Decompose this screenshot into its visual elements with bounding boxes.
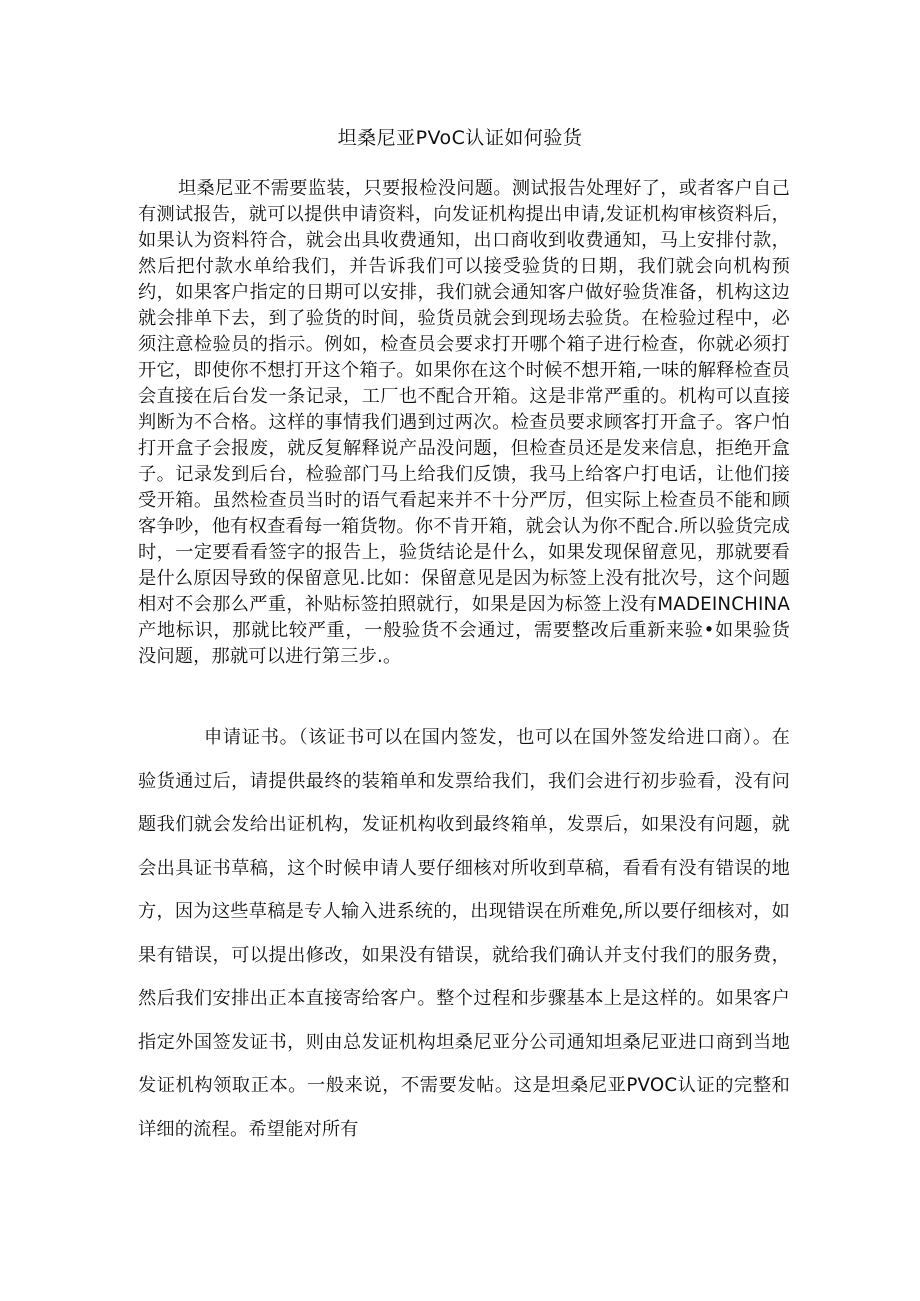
document-title: 坦桑尼亚PVoC认证如何验货 — [337, 127, 583, 149]
paragraph-inspection: 坦桑尼亚不需要监装，只要报检没问题。测试报告处理好了，或者客户自己有测试报告，就可以提供申请资料，向发证机构提出申请,发证机构审核资料后，如果认为资料符合，就会出具收费通知，出口商收到收费通知，马上安排付款，然后把付款水单给我们，并告诉我们可以接受验货的日期，我们就会向机构预约，如果客户指定的日期可以安排，我们就会通知客户做好验货准备，机构这边就会排单下去，到了验货的时间，验货员就会到现场去验货。在检验过程中，必须注意检验员的指示。例如，检查员会要求打开哪个箱子进行检查，你就必须打开它，即使你不想打开这个箱子。如果你在这个时候不想开箱,一味的解释检查员会直接在后台发一条记录，工厂也不配合开箱。这是非常严重的。机构可以直接判断为不合格。这样的事情我们遇到过两次。检查员要求顾客打开盒子。客户怕打开盒子会报废，就反复解释说产品没问题，但检查员还是发来信息，拒绝开盒子。记录发到后台，检验部门马上给我们反馈，我马上给客户打电话，让他们接受开箱。虽然检查员当时的语气看起来并不十分严厉，但实际上检查员不能和顾客争吵，他有权查看每一箱货物。你不肯开箱，就会认为你不配合.所以验货完成时，一定要看看签字的报告上，验货结论是什么，如果发现保留意见，那就要看是什么原因导致的保留意见.比如：保留意见是因为标签上没有批次号，这个问题相对不会那么严重，补贴标签拍照就行，如果是因为标签上没有MADEINCHINA产地标识，那就比较严重，一般验货不会通过，需要整改后重新来验•如果验货没问题，那就可以进行第三步.。 — [138, 178, 790, 667]
paragraph-certificate: 申请证书。（该证书可以在国内签发，也可以在国外签发给进口商）。在验货通过后，请提供最终的装箱单和发票给我们，我们会进行初步验看，没有问题我们就会发给出证机构，发证机构收到最终箱单，发票后，如果没有问题，就会出具证书草稿，这个时候申请人要仔细核对所收到草稿，看看有没有错误的地方，因为这些草稿是专人输入进系统的，出现错误在所难免,所以要仔细核对，如果有错误，可以提出修改，如果没有错误，就给我们确认并支付我们的服务费，然后我们安排出正本直接寄给客户。整个过程和步骤基本上是这样的。如果客户指定外国签发证书，则由总发证机构坦桑尼亚分公司通知坦桑尼亚进口商到当地发证机构领取正本。一般来说，不需要发帖。这是坦桑尼亚PVOC认证的完整和详细的流程。希望能对所有 — [138, 727, 790, 1140]
